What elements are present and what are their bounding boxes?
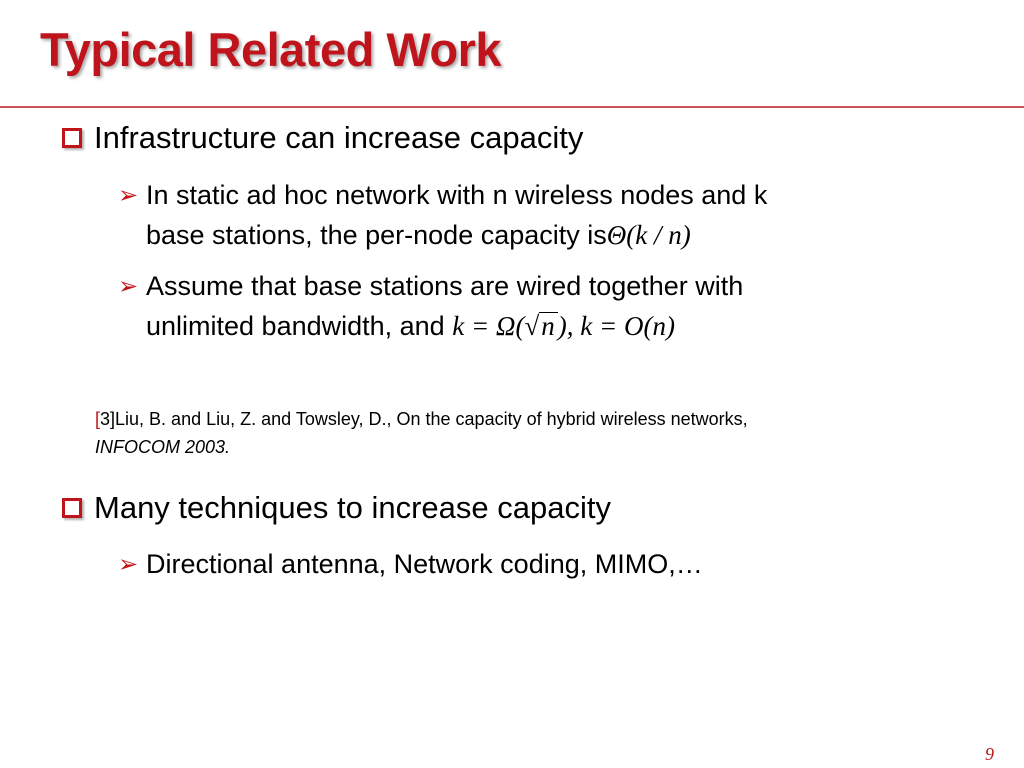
bullet-text: Infrastructure can increase capacity (94, 120, 584, 155)
sqrt-icon: √ (524, 311, 540, 341)
bullet-infrastructure (62, 120, 583, 156)
reference-bracket: [ (95, 409, 101, 429)
sub-bullet-wired-base-stations (118, 266, 743, 346)
hollow-square-bullet-icon (62, 498, 82, 518)
sub-bullet-static-network (118, 175, 767, 255)
sub-bullet-text: unlimited bandwidth, and (146, 311, 445, 341)
capacity-formula: Θ(k / n) (606, 220, 691, 250)
reference-line-1 (95, 405, 748, 433)
reference-venue: INFOCOM 2003. (95, 437, 231, 457)
sub-bullet-line: Directional antenna, Network coding, MIMO,… (146, 549, 703, 579)
page-number: 9 (985, 744, 994, 764)
reference-text: 3]Liu, B. and Liu, Z. and Towsley, D., On the capacity of hybrid wireless networks, (100, 409, 748, 429)
arrowhead-bullet-icon: ➢ (118, 181, 139, 209)
sub-bullet-techniques-list (118, 544, 703, 584)
title-divider (0, 106, 1024, 108)
hollow-square-bullet-icon (62, 128, 82, 148)
sub-bullet-line: In static ad hoc network with n wireless nodes and k (146, 180, 768, 210)
formula-rhs: ), k = O(n) (557, 311, 675, 341)
formula-lhs: k = Ω( (452, 311, 525, 341)
formula-radicand: n (539, 312, 558, 339)
bullet-text: Many techniques to increase capacity (94, 490, 611, 525)
sub-bullet-text: base stations, the per-node capacity is (146, 220, 607, 250)
sub-bullet-line: Assume that base stations are wired together with (146, 271, 744, 301)
sub-bullet-line-2 (118, 215, 767, 255)
reference-citation (95, 405, 748, 461)
bullet-techniques (62, 490, 611, 526)
slide-title: Typical Related Work (40, 23, 502, 76)
scaling-formula (452, 311, 675, 341)
arrowhead-bullet-icon: ➢ (118, 550, 139, 578)
arrowhead-bullet-icon: ➢ (118, 272, 139, 300)
sub-bullet-line-2 (118, 306, 743, 346)
